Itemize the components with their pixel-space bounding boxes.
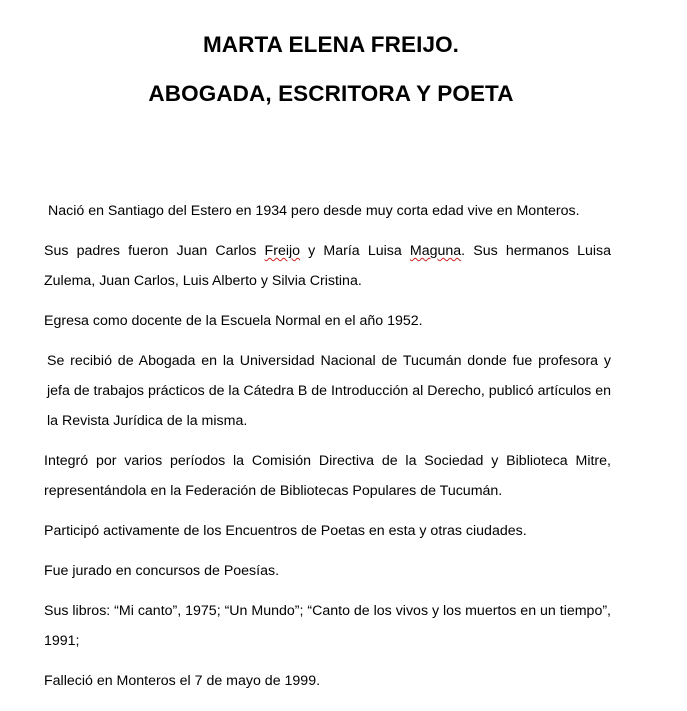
document-subtitle: ABOGADA, ESCRITORA Y POETA (148, 81, 514, 106)
family-text-part: . Sus hermanos Luisa Zulema, Juan Carlos, Luis Alberto y Silvia Cristina. (44, 243, 611, 289)
family-text-part: y María Luisa (300, 243, 410, 259)
document-body (44, 196, 611, 706)
paragraph-teacher: Egresa como docente de la Escuela Normal en el año 1952. (44, 313, 423, 329)
paragraph-family (44, 236, 611, 296)
paragraph-jury: Fue jurado en concursos de Poesías. (44, 563, 280, 579)
paragraph-commission: Integró por varios períodos la Comisión Directiva de la Sociedad y Biblioteca Mitre, representándola en la Federación de Bibliotecas Populares de Tucumán. (44, 453, 611, 499)
spelling-error-maguna[interactable]: Maguna (409, 243, 462, 259)
spelling-error-freijo[interactable]: Freijo (264, 243, 301, 259)
paragraph-poets: Participó activamente de los Encuentros de Poetas en esta y otras ciudades. (44, 523, 527, 539)
paragraph-books: Sus libros: “Mi canto”, 1975; “Un Mundo”; “Canto de los vivos y los muertos en un tiempo”, 1991; (44, 603, 611, 649)
document-title: MARTA ELENA FREIJO. (202, 32, 460, 57)
paragraph-lawyer: Se recibió de Abogada en la Universidad Nacional de Tucumán donde fue profesora y jefa de trabajos prácticos de la Cátedra B de Introducción al Derecho, publicó artículos en la Revista Jurídica de la misma. (47, 353, 611, 429)
paragraph-death: Falleció en Monteros el 7 de mayo de 1999. (44, 673, 321, 689)
paragraph-birth: Nació en Santiago del Estero en 1934 pero desde muy corta edad vive en Monteros. (48, 203, 580, 219)
family-text-part: Sus padres fueron Juan Carlos (44, 243, 265, 259)
